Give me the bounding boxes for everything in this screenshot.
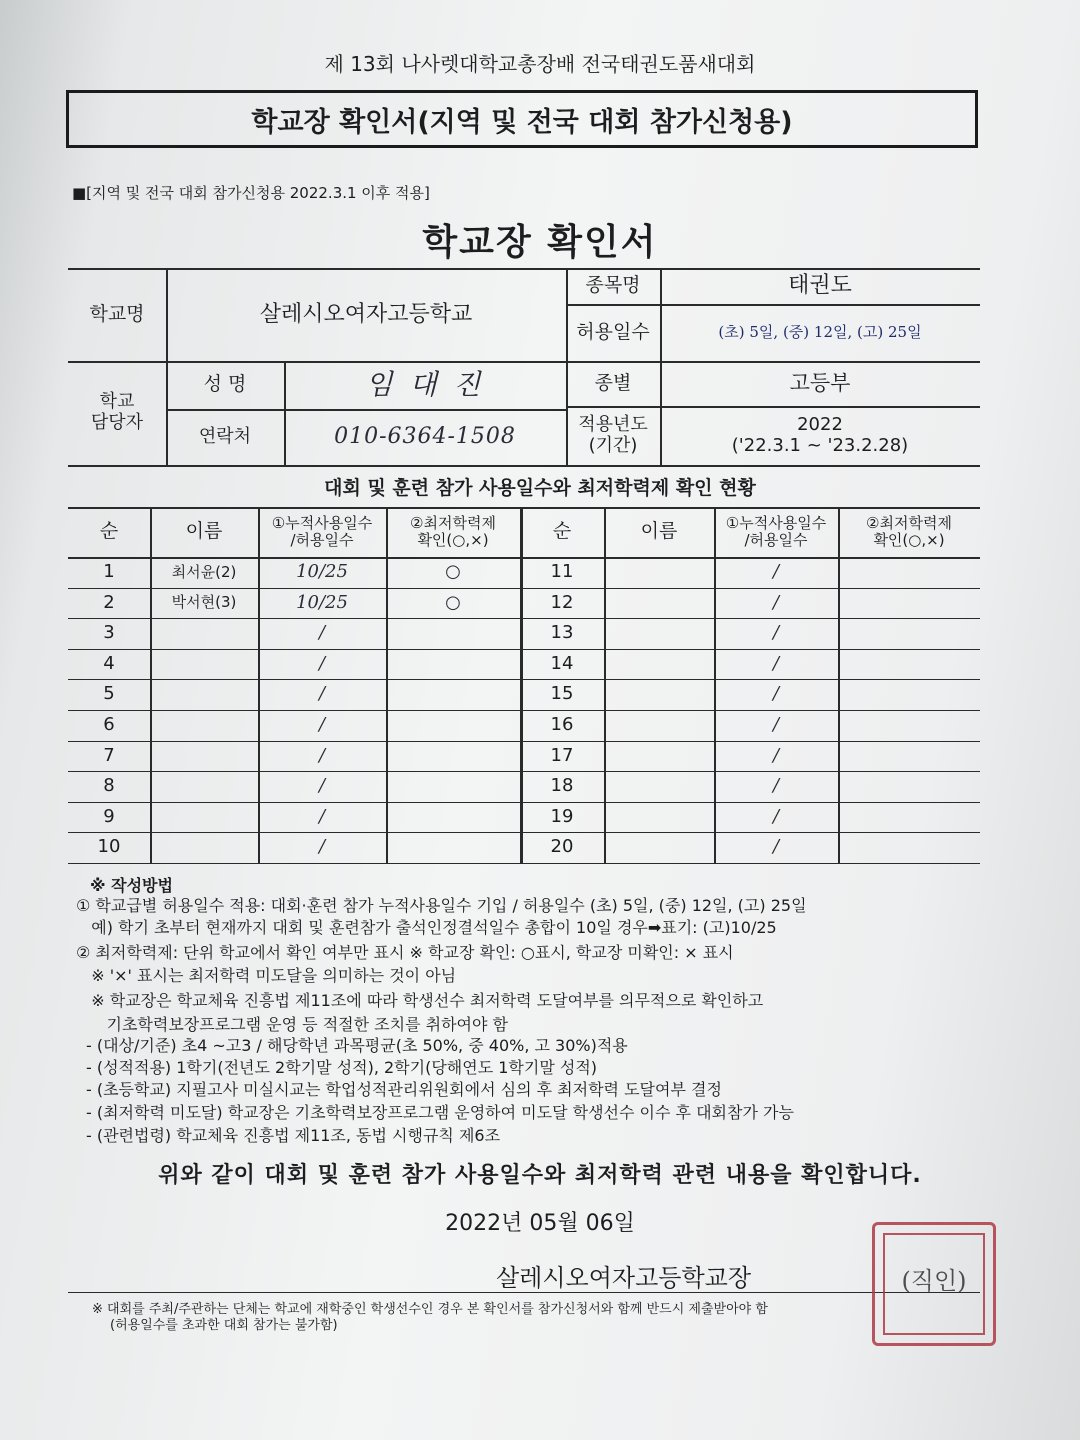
table-cell-no: 16 bbox=[550, 713, 574, 735]
table-cell-no: 14 bbox=[550, 652, 574, 674]
header-min-left: ②최저학력제 확인(○,×) bbox=[410, 513, 496, 549]
table-cell-days: / bbox=[772, 560, 780, 582]
issue-date: 2022년 05월 06일 bbox=[445, 1211, 635, 1236]
table-cell-days: / bbox=[318, 652, 326, 674]
table-cell-name bbox=[150, 832, 258, 863]
header-days-left: ①누적사용일수 /허용일수 bbox=[271, 513, 373, 549]
table-cell-no: 15 bbox=[550, 683, 574, 705]
status-title: 대회 및 훈련 참가 사용일수와 최저학력제 확인 현황 bbox=[324, 477, 756, 499]
manager-label: 학교 담당자 bbox=[90, 391, 144, 433]
table-cell-no: 11 bbox=[550, 560, 574, 582]
table-cell-name bbox=[604, 649, 714, 680]
table-cell-name bbox=[604, 618, 714, 649]
table-cell-no: 4 bbox=[103, 652, 115, 674]
instruction-line: - (초등학교) 지필고사 미실시교는 학업성적관리위원회에서 심의 후 최저학력 도달여부 결정 bbox=[86, 1080, 722, 1099]
table-cell-name bbox=[150, 710, 258, 741]
instruction-line: - (관련법령) 학교체육 진흥법 제11조, 동법 시행규칙 제6조 bbox=[86, 1126, 501, 1145]
instruction-line: - (최저학력 미도달) 학교장은 기초학력보장프로그램 운영하여 미도달 학생선수 이수 후 대회참가 가능 bbox=[86, 1103, 794, 1122]
header-name-left: 이름 bbox=[185, 520, 223, 543]
table-cell-min bbox=[386, 832, 520, 863]
table-cell-name bbox=[604, 802, 714, 833]
table-cell-name bbox=[150, 771, 258, 802]
contact-label: 연락처 bbox=[198, 425, 252, 447]
table-cell-no: 9 bbox=[103, 805, 115, 827]
table-cell-days: / bbox=[318, 622, 326, 644]
table-cell-name bbox=[604, 832, 714, 863]
table-cell-days: / bbox=[318, 744, 326, 766]
division-label: 종별 bbox=[594, 371, 632, 394]
school-name: 살레시오여자고등학교 bbox=[259, 301, 473, 327]
table-cell-min bbox=[838, 771, 980, 802]
table-cell-days: / bbox=[772, 836, 780, 858]
competition-title: 제 13회 나사렛대학교총장배 전국태권도품새대회 bbox=[324, 52, 756, 76]
name-label: 성 명 bbox=[203, 373, 247, 396]
table-cell-days: / bbox=[772, 622, 780, 644]
table-cell-min: ○ bbox=[445, 591, 461, 613]
table-cell-min bbox=[838, 741, 980, 772]
table-cell-days: / bbox=[318, 713, 326, 735]
table-cell-days: / bbox=[318, 775, 326, 797]
table-cell-days: 10/25 bbox=[296, 591, 348, 613]
table-cell-no: 1 bbox=[103, 560, 115, 582]
instruction-line: - (성적적용) 1학기(전년도 2학기말 성적), 2학기(당해연도 1학기말 성적) bbox=[86, 1058, 598, 1077]
table-cell-name bbox=[604, 588, 714, 619]
table-cell-no: 3 bbox=[103, 622, 115, 644]
instruction-line: 예) 학기 초부터 현재까지 대회 및 훈련참가 출석인정결석일수 총합이 10일 경우➡표기: (고)10/25 bbox=[76, 918, 777, 937]
table-cell-min bbox=[386, 771, 520, 802]
table-cell-no: 6 bbox=[103, 713, 115, 735]
table-cell-days: / bbox=[318, 805, 326, 827]
table-cell-days: / bbox=[772, 683, 780, 705]
table-cell-days: / bbox=[772, 713, 780, 735]
instruction-line: ※ '×' 표시는 최저학력 미도달을 의미하는 것이 아님 bbox=[76, 966, 457, 985]
document-title-box bbox=[66, 90, 978, 148]
division-value: 고등부 bbox=[789, 371, 851, 396]
table-cell-min bbox=[386, 710, 520, 741]
table-cell-no: 5 bbox=[103, 683, 115, 705]
table-cell-name bbox=[150, 649, 258, 680]
table-cell-days: / bbox=[772, 652, 780, 674]
table-cell-min bbox=[838, 832, 980, 863]
table-cell-no: 13 bbox=[550, 622, 574, 644]
table-cell-min bbox=[838, 557, 980, 588]
document-title: 학교장 확인서(지역 및 전국 대회 참가신청용) bbox=[251, 106, 793, 138]
table-cell-name bbox=[150, 741, 258, 772]
seal-label: (직인) bbox=[901, 1267, 967, 1295]
principal-name: 살레시오여자고등학교장 bbox=[496, 1264, 752, 1292]
instruction-line: ② 최저학력제: 단위 학교에서 확인 여부만 표시 ※ 학교장 확인: ○표시, 학교장 미확인: × 표시 bbox=[76, 943, 734, 962]
header-days-right: ①누적사용일수 /허용일수 bbox=[725, 513, 827, 549]
table-cell-no: 7 bbox=[103, 744, 115, 766]
school-label: 학교명 bbox=[89, 302, 145, 325]
event-label: 종목명 bbox=[585, 274, 641, 297]
confirmation-statement: 위와 같이 대회 및 훈련 참가 사용일수와 최저학력 관련 내용을 확인합니다. bbox=[158, 1163, 922, 1188]
instruction-line: ① 학교급별 허용일수 적용: 대회·훈련 참가 누적사용일수 기입 / 허용일수 (초) 5일, (중) 12일, (고) 25일 bbox=[76, 896, 807, 915]
footnote-line-1: ※ 대회를 주최/주관하는 단체는 학교에 재학중인 학생선수인 경우 본 확인서를 참가신청서와 함께 반드시 제출받아야 함 bbox=[92, 1302, 768, 1317]
table-cell-no: 20 bbox=[550, 836, 574, 858]
form-title: 학교장 확인서 bbox=[422, 222, 658, 263]
instruction-line: 기초학력보장프로그램 운영 등 적절한 조치를 취하여야 함 bbox=[76, 1015, 508, 1034]
table-cell-days: 10/25 bbox=[296, 560, 348, 582]
allowed-days-label: 허용일수 bbox=[576, 320, 650, 343]
contact-value: 010-6364-1508 bbox=[334, 424, 516, 450]
table-cell-min bbox=[838, 710, 980, 741]
table-cell-no: 17 bbox=[550, 744, 574, 766]
table-cell-min bbox=[386, 618, 520, 649]
table-cell-min: ○ bbox=[445, 560, 461, 582]
table-cell-min bbox=[838, 588, 980, 619]
allowed-days-value: (초) 5일, (중) 12일, (고) 25일 bbox=[718, 322, 922, 341]
table-cell-no: 12 bbox=[550, 591, 574, 613]
table-cell-min bbox=[838, 618, 980, 649]
manager-name: 임 대 진 bbox=[365, 367, 485, 401]
table-cell-min bbox=[386, 649, 520, 680]
table-cell-no: 10 bbox=[97, 836, 121, 858]
header-name-right: 이름 bbox=[640, 520, 678, 543]
table-cell-name bbox=[604, 710, 714, 741]
table-cell-name bbox=[150, 802, 258, 833]
table-cell-no: 18 bbox=[550, 775, 574, 797]
table-cell-name bbox=[604, 557, 714, 588]
table-cell-name: 박서현(3) bbox=[171, 593, 237, 612]
table-cell-name bbox=[150, 679, 258, 710]
table-cell-no: 8 bbox=[103, 775, 115, 797]
table-cell-name bbox=[604, 741, 714, 772]
event-value: 태권도 bbox=[788, 273, 852, 299]
table-cell-min bbox=[386, 802, 520, 833]
table-cell-days: / bbox=[318, 683, 326, 705]
table-cell-no: 19 bbox=[550, 805, 574, 827]
table-cell-min bbox=[838, 679, 980, 710]
table-cell-name: 최서윤(2) bbox=[171, 562, 237, 581]
header-min-right: ②최저학력제 확인(○,×) bbox=[866, 513, 952, 549]
table-cell-name bbox=[150, 618, 258, 649]
year-label: 적용년도 (기간) bbox=[578, 413, 648, 456]
table-cell-days: / bbox=[772, 744, 780, 766]
table-cell-days: / bbox=[772, 805, 780, 827]
table-cell-no: 2 bbox=[103, 591, 115, 613]
instruction-line: ※ 학교장은 학교체육 진흥법 제11조에 따라 학생선수 최저학력 도달여부를 의무적으로 확인하고 bbox=[76, 991, 764, 1010]
table-cell-min bbox=[386, 679, 520, 710]
table-cell-min bbox=[838, 649, 980, 680]
table-cell-days: / bbox=[772, 591, 780, 613]
table-cell-name bbox=[604, 771, 714, 802]
table-cell-min bbox=[386, 741, 520, 772]
table-cell-name bbox=[604, 679, 714, 710]
year-value: 2022 ('22.3.1 ~ '23.2.28) bbox=[731, 413, 909, 456]
instructions-title: ※ 작성방법 bbox=[90, 876, 173, 895]
table-cell-min bbox=[838, 802, 980, 833]
table-cell-days: / bbox=[318, 836, 326, 858]
header-no-left: 순 bbox=[99, 520, 119, 543]
applicability-note: ■[지역 및 전국 대회 참가신청용 2022.3.1 이후 적용] bbox=[72, 184, 430, 202]
official-seal bbox=[872, 1222, 996, 1346]
table-cell-days: / bbox=[772, 775, 780, 797]
instruction-line: - (대상/기준) 초4 ~고3 / 해당학년 과목평균(초 50%, 중 40%, 고 30%)적용 bbox=[86, 1036, 628, 1055]
header-no-right: 순 bbox=[552, 520, 572, 543]
footnote-line-2: (허용일수를 초과한 대회 참가는 불가함) bbox=[110, 1318, 338, 1333]
